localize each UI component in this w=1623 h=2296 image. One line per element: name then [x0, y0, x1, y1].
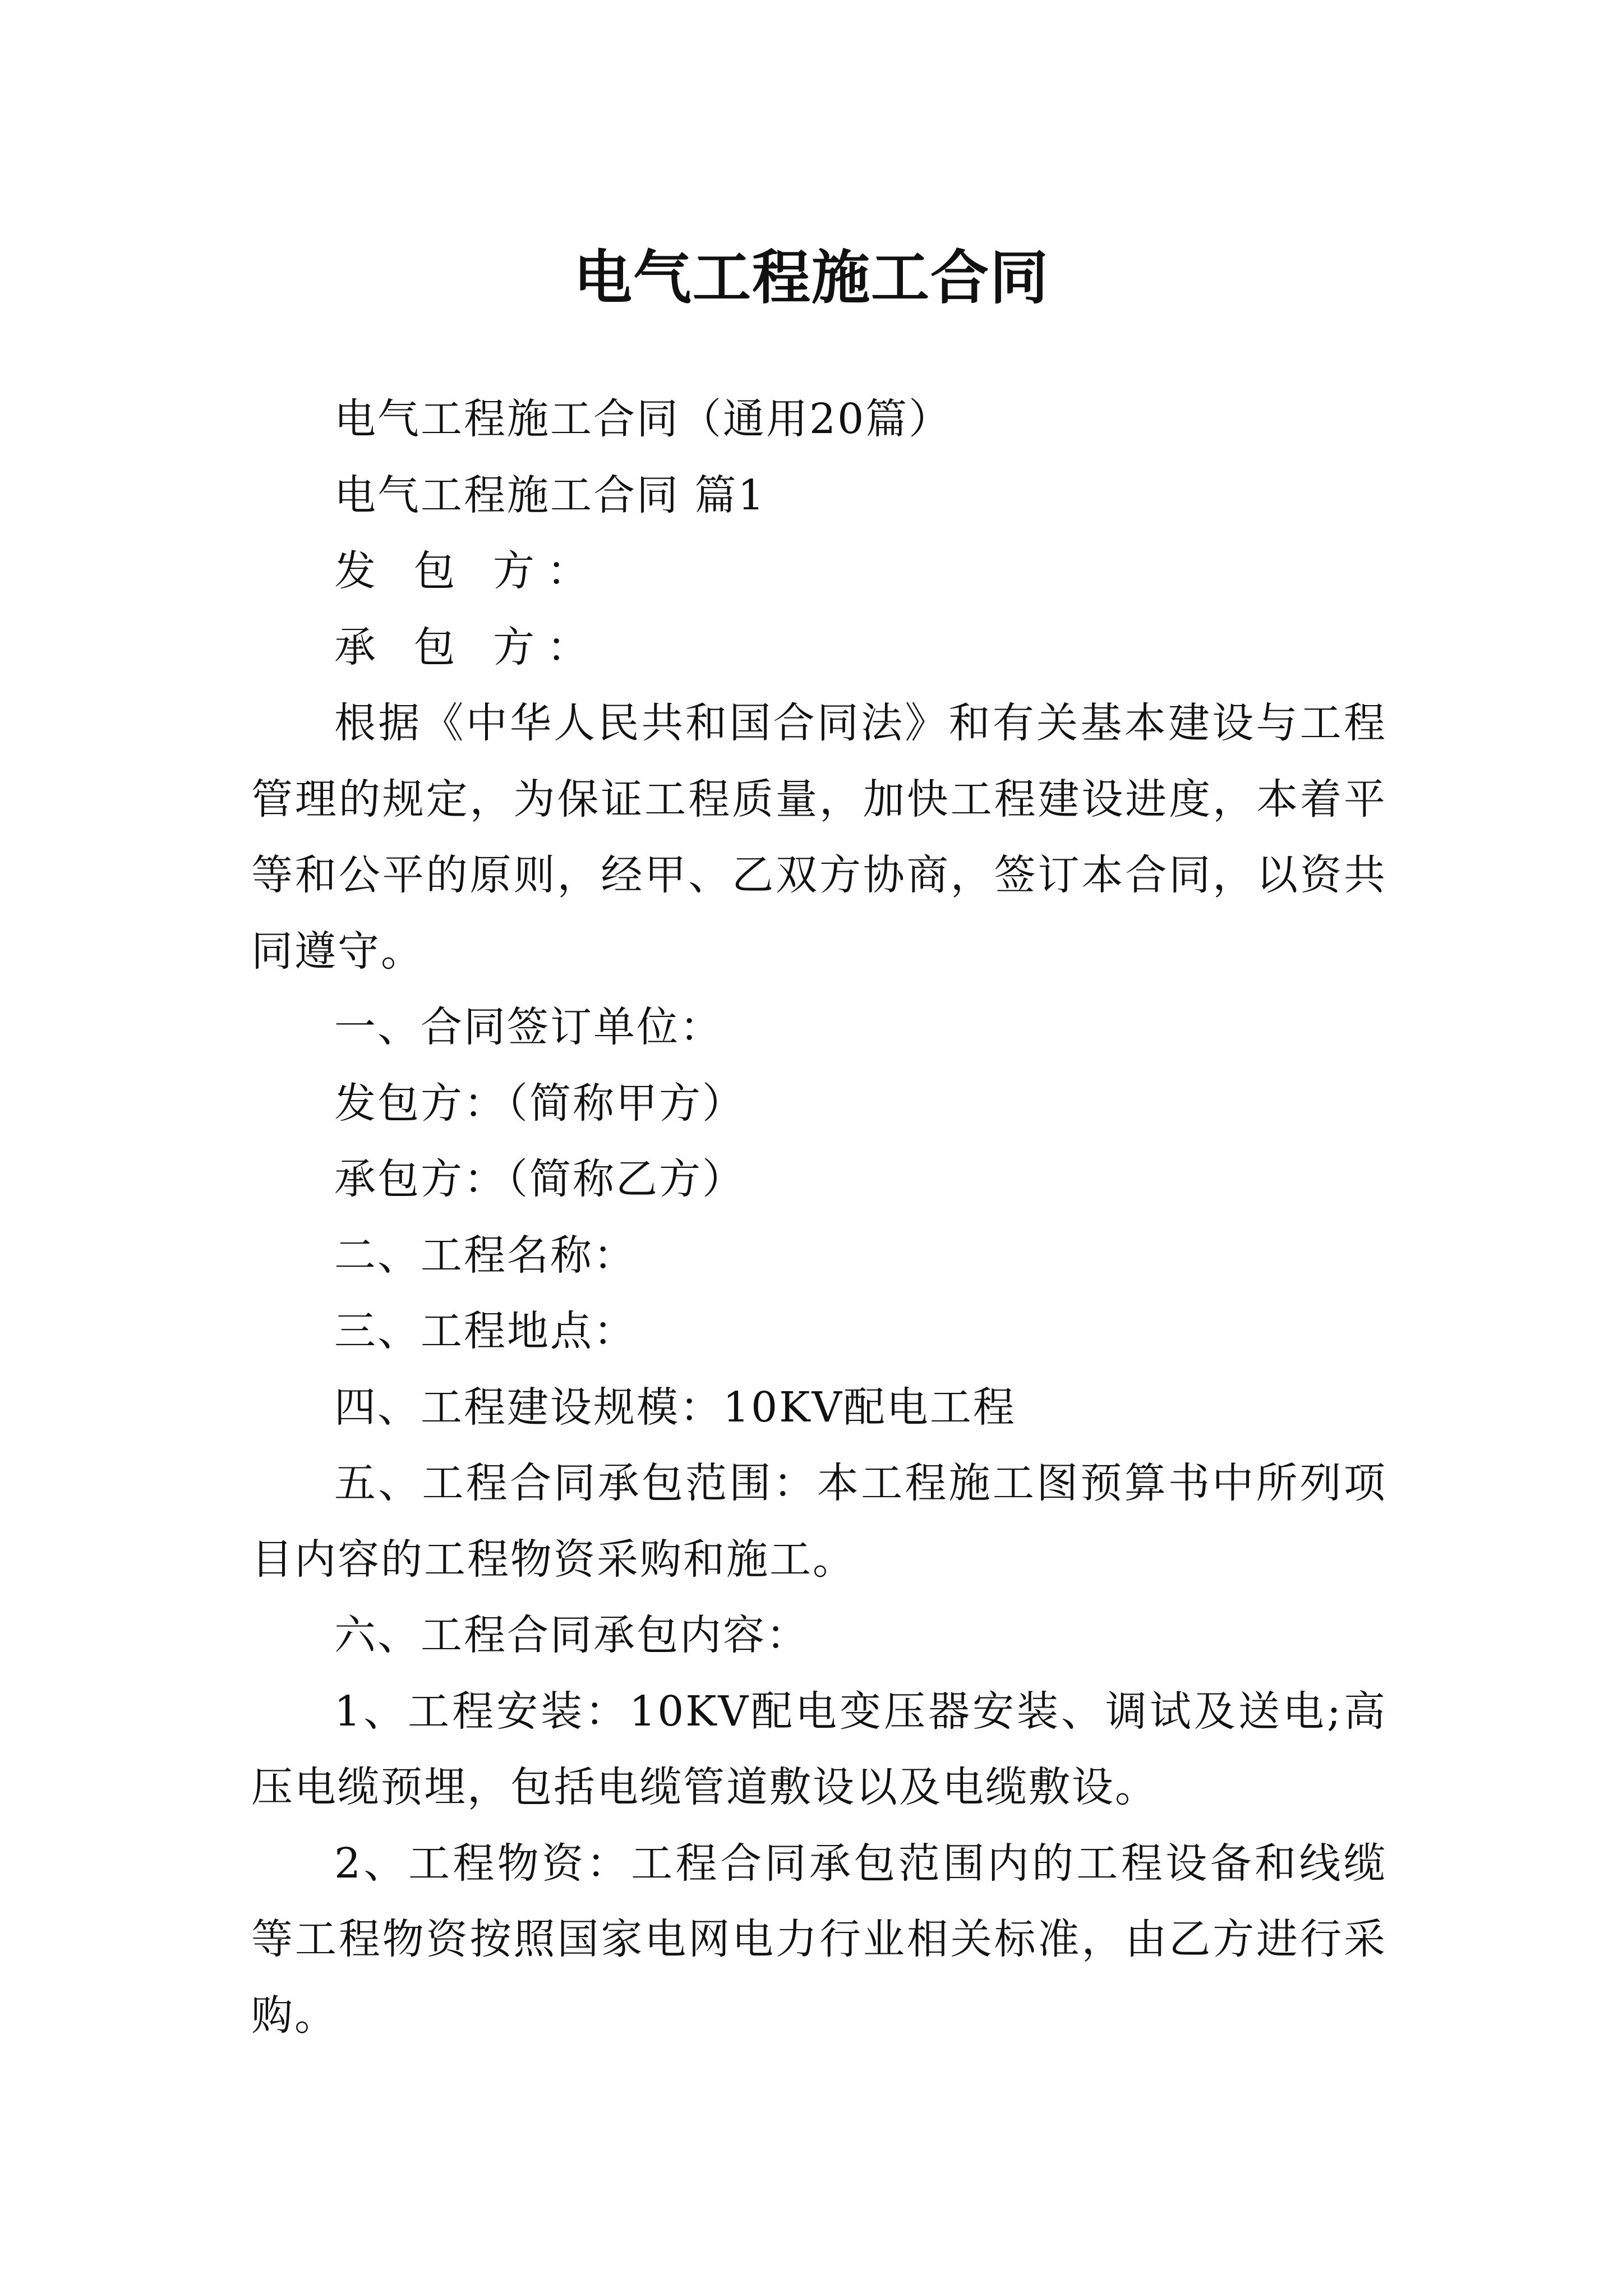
- paragraph-employer-label: 发 包 方：: [334, 547, 601, 595]
- paragraph-section-1: 一、合同签订单位：: [334, 1003, 723, 1051]
- paragraph-party-b: 承包方：（简称乙方）: [334, 1155, 745, 1203]
- paragraph-preamble: 根据《中华人民共和国合同法》和有关基本建设与工程管理的规定，为保证工程质量，加快工程建设进度，本着平等和公平的原则，经甲、乙双方协商，签订本合同，以资共同遵守。: [251, 699, 1387, 976]
- paragraph-section-3: 三、工程地点：: [334, 1307, 637, 1355]
- paragraph-section-2: 二、工程名称：: [334, 1231, 637, 1280]
- paragraph-section-6: 六、工程合同承包内容：: [334, 1611, 809, 1659]
- document-title: 电气工程施工合同: [573, 242, 1049, 312]
- paragraph-subtitle: 电气工程施工合同（通用20篇）: [334, 395, 952, 443]
- paragraph-item-2: 2、工程物资：工程合同承包范围内的工程设备和线缆等工程物资按照国家电网电力行业相关标准，由乙方进行采购。: [251, 1839, 1387, 2040]
- document-body: [251, 381, 1387, 2054]
- paragraph-section-4: 四、工程建设规模：10KV配电工程: [334, 1383, 1016, 1432]
- paragraph-contractor-label: 承 包 方：: [334, 623, 601, 671]
- paragraph-party-a: 发包方：（简称甲方）: [334, 1079, 745, 1128]
- paragraph-item-1: 1、工程安装：10KV配电变压器安装、调试及送电;高压电缆预埋，包括电缆管道敷设以及电缆敷设。: [251, 1687, 1387, 1811]
- paragraph-chapter-heading: 电气工程施工合同 篇1: [334, 471, 766, 519]
- paragraph-section-5: 五、工程合同承包范围：本工程施工图预算书中所列项目内容的工程物资采购和施工。: [251, 1459, 1387, 1584]
